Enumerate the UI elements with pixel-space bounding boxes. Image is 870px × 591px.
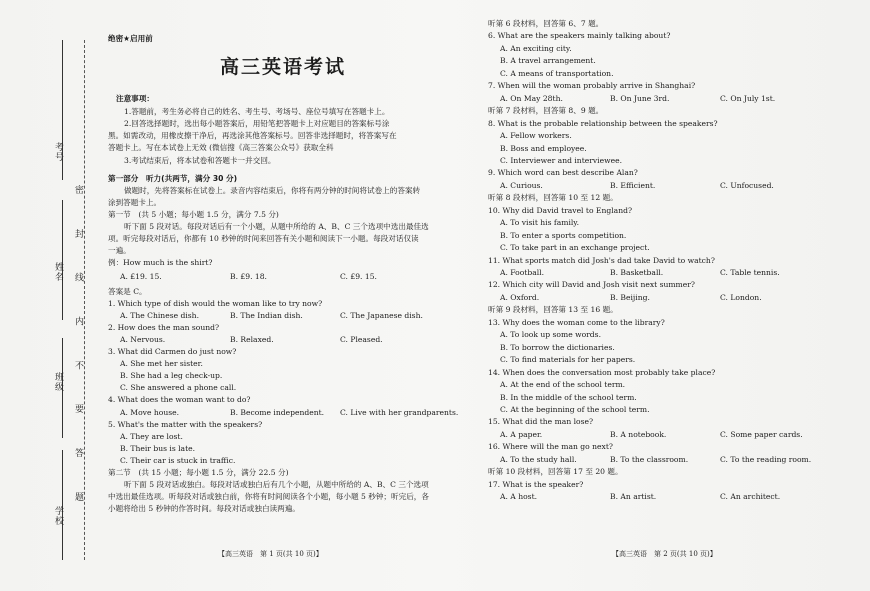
question-stem: 2. How does the man sound? — [108, 322, 220, 332]
option-a: A. Curious. — [500, 180, 543, 190]
option-a: A. On May 28th. — [500, 93, 563, 103]
section2-desc: 听下面 5 段对话或独白。每段对话或独白后有几个小题，从题中所给的 A、B、C 三个选项 — [124, 480, 429, 490]
question-stem: 13. Why does the woman come to the library? — [488, 317, 665, 327]
question-stem: 5. What's the matter with the speakers? — [108, 419, 263, 429]
option-c: C. Pleased. — [340, 334, 383, 344]
audio-heading: 听第 6 段材料，回答第 6、7 题。 — [488, 19, 604, 28]
kaohao-label: 考号 — [53, 142, 63, 162]
question-stem: 11. What sports match did Josh's dad take David to watch? — [488, 255, 715, 265]
option: B. A travel arrangement. — [500, 56, 596, 66]
option-b: B. Efficient. — [610, 180, 656, 190]
question-stem: 6. What are the speakers mainly talking about? — [488, 31, 671, 41]
option-a: A. Move house. — [120, 407, 180, 417]
option: B. In the middle of the school term. — [500, 392, 637, 402]
option-a: A. A host. — [500, 492, 538, 502]
option-c: C. An architect. — [720, 492, 781, 502]
option-c: C. Live with her grandparents. — [340, 407, 459, 417]
option-c: C. Their car is stuck in traffic. — [120, 455, 236, 465]
footer-page-2: 【高三英语 第 2 页(共 10 页)】 — [612, 550, 717, 558]
example-option: A. £19. 15. — [120, 272, 162, 282]
question-stem: 8. What is the probable relationship between the speakers? — [488, 118, 718, 128]
option-c: C. London. — [720, 292, 762, 302]
option-b: B. She had a leg check-up. — [120, 371, 223, 381]
audio-heading: 听第 9 段材料，回答第 13 至 16 题。 — [488, 305, 618, 315]
option-b: B. Relaxed. — [230, 334, 274, 344]
option-c: C. Unfocused. — [720, 180, 774, 190]
banji-label: 班级 — [53, 372, 63, 392]
option-a: A. Football. — [500, 268, 545, 277]
question-stem: 12. Which city will David and Josh visit next summer? — [488, 280, 695, 290]
option: B. Boss and employee. — [500, 143, 587, 153]
note-line: 答题卡上。写在本试卷上无效 (微信搜《高三答案公众号》获取全科 — [108, 143, 334, 153]
audio-heading: 听第 8 段材料，回答第 10 至 12 题。 — [488, 193, 618, 203]
option-c: C. To the reading room. — [720, 454, 812, 464]
part1-desc: 涂到答题卡上。 — [108, 197, 162, 207]
option-b: B. To the classroom. — [610, 454, 689, 464]
notes-title: 注意事项： — [116, 94, 154, 103]
footer-page-1: 【高三英语 第 1 页(共 10 页)】 — [218, 550, 323, 558]
option-b: B. An artist. — [610, 492, 657, 502]
section2-desc: 小题将给出 5 秒钟的作答时间。每段对话或独白读两遍。 — [108, 504, 300, 514]
section2-heading: 第二节 (共 15 小题；每小题 1.5 分，满分 22.5 分) — [108, 468, 289, 477]
section2-desc: 中选出最佳选项。听每段对话或独白前，你将有时间阅读各个小题，每小题 5 秒钟；听完后，各 — [108, 492, 429, 502]
option-c: C. Some paper cards. — [720, 429, 803, 439]
option: C. At the beginning of the school term. — [500, 404, 650, 414]
option: A. An exciting city. — [500, 43, 572, 53]
option-a: A. Oxford. — [500, 292, 540, 302]
option-b: B. Their bus is late. — [120, 443, 196, 453]
option: A. To visit his family. — [500, 218, 580, 228]
option-c: C. Table tennis. — [720, 268, 780, 277]
option-a: A. Nervous. — [120, 334, 166, 344]
section1-desc: 听下面 5 段对话。每段对话后有一个小题，从题中所给的 A、B、C 三个选项中选出最佳选 — [124, 222, 429, 231]
option-b: B. Become independent. — [230, 407, 325, 417]
seal-text: 密 封 线 内 不 要 答 题 — [73, 185, 83, 518]
xuexiao-label: 学校 — [53, 506, 63, 526]
example-option: C. £9. 15. — [340, 272, 377, 282]
option-b: B. Beijing. — [610, 292, 650, 302]
question-stem: 9. Which word can best describe Alan? — [488, 168, 638, 178]
example-option: B. £9. 18. — [230, 272, 267, 282]
part1-desc: 做题时，先将答案标在试卷上。录音内容结束后，你将有两分钟的时间将试卷上的答案转 — [124, 185, 421, 195]
part1-heading: 第一部分 听力(共两节，满分 30 分) — [108, 173, 238, 183]
audio-heading: 听第 7 段材料，回答第 8、9 题。 — [488, 106, 604, 116]
page-title: 高三英语考试 — [219, 56, 346, 78]
question-stem: 16. Where will the man go next? — [488, 442, 613, 452]
question-stem: 3. What did Carmen do just now? — [108, 347, 237, 356]
binding-margin — [0, 0, 100, 591]
option-a: A. A paper. — [500, 429, 543, 439]
question-stem: 1. Which type of dish would the woman like to try now? — [108, 298, 323, 308]
xuexiao-line — [62, 450, 63, 560]
option-a: A. She met her sister. — [120, 359, 203, 369]
option: B. To enter a sports competition. — [500, 230, 627, 240]
option-c: C. The Japanese dish. — [340, 310, 423, 320]
option-a: A. The Chinese dish. — [120, 310, 199, 320]
note-line: 3.考试结束后，将本试卷和答题卡一并交回。 — [124, 155, 276, 165]
question-stem: 14. When does the conversation most probably take place? — [488, 367, 716, 377]
example-answer: 答案是 C。 — [108, 286, 147, 296]
section1-desc: 项。听完每段对话后，你都有 10 秒钟的时间来回答有关小题和阅读下一小题。每段对话仅读 — [108, 234, 419, 244]
option: A. Fellow workers. — [500, 131, 572, 141]
example-question: 例：How much is the shirt? — [108, 258, 213, 268]
xingming-label: 姓名 — [53, 262, 63, 282]
question-stem: 7. When will the woman probably arrive in Shanghai? — [488, 81, 696, 91]
option-b: B. Basketball. — [610, 268, 664, 277]
section1-heading: 第一节 (共 5 小题；每小题 1.5 分，满分 7.5 分) — [108, 209, 279, 219]
option-a: A. To the study hall. — [500, 454, 577, 464]
option: A. To look up some words. — [500, 330, 601, 340]
option: C. To take part in an exchange project. — [500, 243, 650, 253]
question-stem: 4. What does the woman want to do? — [108, 395, 251, 405]
option: A. At the end of the school term. — [500, 380, 626, 390]
secret-mark: 绝密★启用前 — [108, 34, 153, 43]
section1-desc: 一遍。 — [108, 246, 131, 256]
question-stem: 17. What is the speaker? — [488, 479, 584, 489]
option: B. To borrow the dictionaries. — [500, 342, 615, 352]
option-c: C. She answered a phone call. — [120, 383, 237, 393]
option-b: B. A notebook. — [610, 429, 667, 439]
note-line: 2.回答选择题时，选出每小题答案后，用铅笔把答题卡上对应题目的答案标号涂 — [124, 119, 390, 129]
option-b: B. The Indian dish. — [230, 310, 303, 320]
xingming-line — [62, 200, 63, 320]
option-c: C. On July 1st. — [720, 93, 776, 103]
option: C. A means of transportation. — [500, 68, 614, 78]
question-stem: 10. Why did David travel to England? — [488, 205, 633, 215]
question-stem: 15. What did the man lose? — [488, 417, 594, 427]
audio-heading: 听第 10 段材料，回答第 17 至 20 题。 — [488, 467, 623, 477]
note-line: 黑。如需改动，用橡皮擦干净后，再选涂其他答案标号。回答非选择题时，将答案写在 — [108, 131, 397, 141]
option-a: A. They are lost. — [120, 431, 183, 441]
option-b: B. On June 3rd. — [610, 93, 670, 103]
note-line: 1.答题前，考生务必将自己的姓名、考生号、考场号、座位号填写在答题卡上。 — [124, 107, 390, 117]
option: C. To find materials for her papers. — [500, 355, 636, 365]
option: C. Interviewer and interviewee. — [500, 155, 622, 165]
